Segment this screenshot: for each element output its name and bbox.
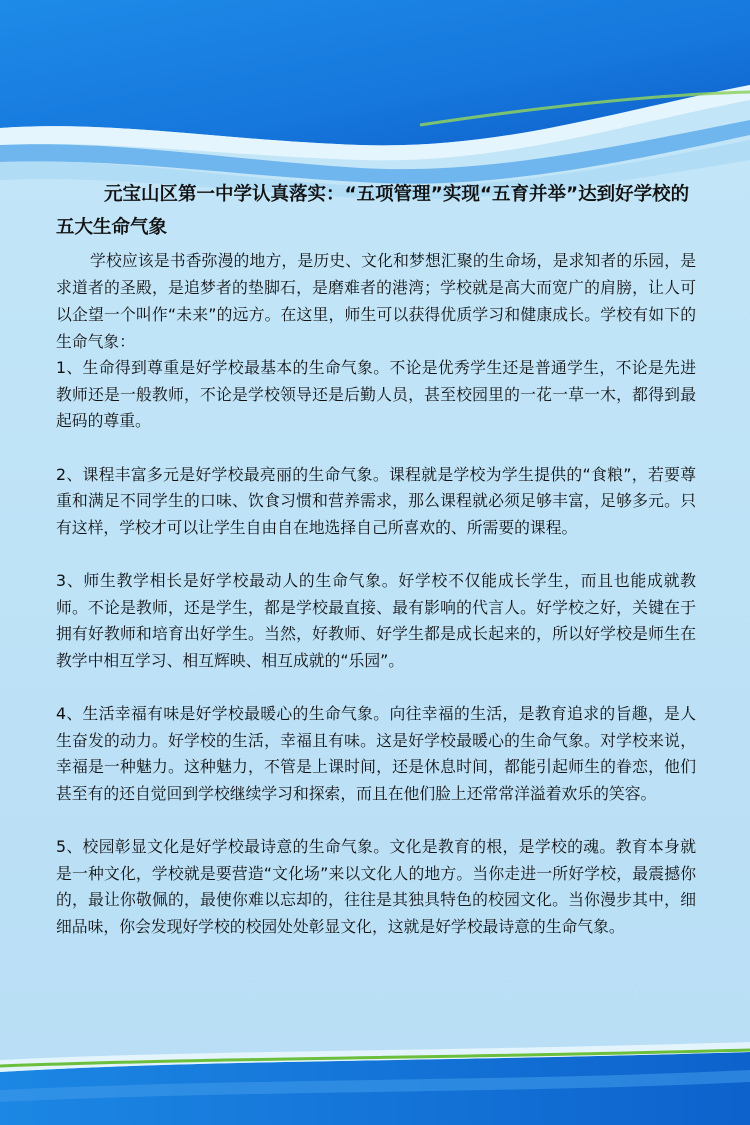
list-item: 5、校园彰显文化是好学校最诗意的生命气象。文化是教育的根，是学校的魂。教育本身就是一种文化，学校就是要营造“文化场”来以文化人的地方。当你走进一所好学校，最震撼你的，最让你敬佩的，最使你难以忘却的，往往是其独具特色的校园文化。当你漫步其中，细细品味，你会发现好学校的校园处处彰显文化，这就是好学校最诗意的生命气象。 xyxy=(56,837,696,936)
list-item: 3、师生教学相长是好学校最动人的生命气象。好学校不仅能成长学生，而且也能成就教师。不论是教师，还是学生，都是学校最直接、最有影响的代言人。好学校之好，关键在于拥有好教师和培育出好学生。当然，好教师、好学生都是成长起来的，所以好学校是师生在教学中相互学习、相互辉映、相互成就的“乐园”。 xyxy=(56,571,696,670)
page-title: 元宝山区第一中学认真落实：“五项管理”实现“五育并举”达到好学校的五大生命气象 xyxy=(56,184,690,238)
article xyxy=(56,178,696,940)
list-item: 4、生活幸福有味是好学校最暖心的生命气象。向往幸福的生活，是教育追求的旨趣，是人生奋发的动力。好学校的生活，幸福且有味。这是好学校最暖心的生命气象。对学校来说，幸福是一种魅力。这种魅力，不管是上课时间，还是休息时间，都能引起师生的眷恋，他们甚至有的还自觉回到学校继续学习和探索，而且在他们脸上还常常洋溢着欢乐的笑容。 xyxy=(56,704,696,803)
list-item: 1、生命得到尊重是好学校最基本的生命气象。不论是优秀学生还是普通学生，不论是先进教师还是一般教师，不论是学校领导还是后勤人员，甚至校园里的一花一草一木，都得到最起码的尊重。 xyxy=(56,358,696,430)
intro-paragraph: 学校应该是书香弥漫的地方，是历史、文化和梦想汇聚的生命场，是求知者的乐园，是求道者的圣殿，是追梦者的垫脚石，是磨难者的港湾；学校就是高大而宽广的肩膀，让人可以企望一个叫作“未来”的远方。在这里，师生可以获得优质学习和健康成长。学校有如下的生命气象： xyxy=(56,251,696,351)
list-item: 2、课程丰富多元是好学校最亮丽的生命气象。课程就是学校为学生提供的“食粮”，若要尊重和满足不同学生的口味、饮食习惯和营养需求，那么课程就必须足够丰富，足够多元。只有这样，学校才可以让学生自由自在地选择自己所喜欢的、所需要的课程。 xyxy=(56,464,696,537)
